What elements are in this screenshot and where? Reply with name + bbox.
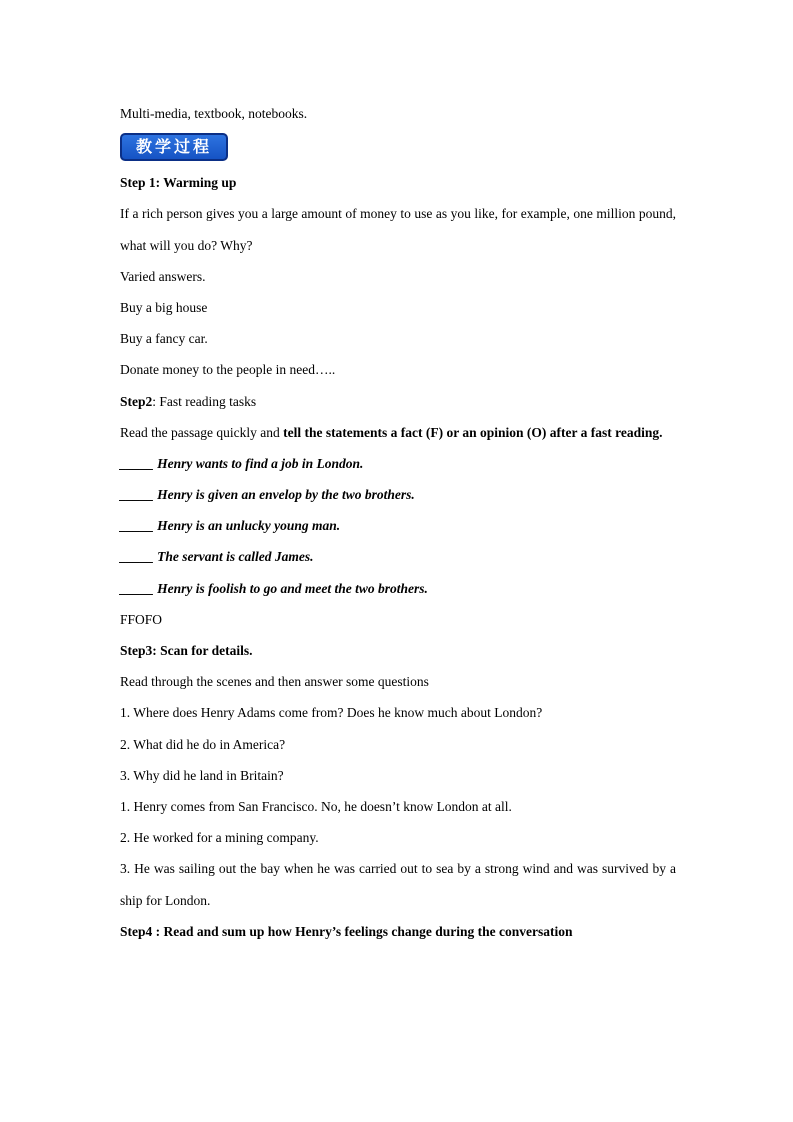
statement-text: Henry is an unlucky young man. xyxy=(157,518,341,534)
step1-answer-1: Varied answers. xyxy=(120,268,206,284)
step1-answer-2: Buy a big house xyxy=(120,299,208,315)
step3-answer-3: 3. He was sailing out the bay when he was carried out to sea by a strong wind and was survived by a ship for London. xyxy=(120,861,676,908)
step3-question-1: 1. Where does Henry Adams come from? Does he know much about London? xyxy=(120,705,543,721)
answer-blank: _____ xyxy=(120,580,154,596)
step2-title xyxy=(120,386,676,417)
statement-row xyxy=(120,479,676,510)
step3-question-3: 3. Why did he land in Britain? xyxy=(120,767,284,783)
step2-instruction-plain: Read the passage quickly and xyxy=(120,424,284,440)
answer-blank: _____ xyxy=(120,455,154,471)
step2-instruction-bold: tell the statements a fact (F) or an opinion (O) after a fast reading. xyxy=(283,424,663,440)
step2-instruction xyxy=(120,417,676,448)
step1-answer-3: Buy a fancy car. xyxy=(120,331,208,347)
statement-row xyxy=(120,541,676,572)
statement-text: The servant is called James. xyxy=(157,549,314,565)
answer-blank: _____ xyxy=(120,487,154,503)
answer-blank: _____ xyxy=(120,549,154,565)
statement-row xyxy=(120,448,676,479)
step3-answer-1: 1. Henry comes from San Francisco. No, he doesn’t know London at all. xyxy=(120,798,512,814)
step4-title: Step4 : Read and sum up how Henry’s feelings change during the conversation xyxy=(120,923,573,939)
statement-text: Henry is foolish to go and meet the two brothers. xyxy=(157,580,428,596)
statement-row xyxy=(120,510,676,541)
step3-answer-2: 2. He worked for a mining company. xyxy=(120,830,319,846)
step1-title: Step 1: Warming up xyxy=(120,175,237,191)
section-label-teaching-process: 教学过程 xyxy=(120,133,228,161)
step2-title-rest: : Fast reading tasks xyxy=(152,393,257,409)
step2-answer-key: FFOFO xyxy=(120,611,163,627)
step2-title-bold: Step2 xyxy=(120,393,153,409)
step3-title: Step3: Scan for details. xyxy=(120,643,253,659)
step1-question: If a rich person gives you a large amount of money to use as you like, for example, one million pound, what will you do? Why? xyxy=(120,206,676,253)
statement-text: Henry is given an envelop by the two brothers. xyxy=(157,487,415,503)
statement-row xyxy=(120,573,676,604)
answer-blank: _____ xyxy=(120,518,154,534)
step3-question-2: 2. What did he do in America? xyxy=(120,736,286,752)
statement-text: Henry wants to find a job in London. xyxy=(157,455,364,471)
step3-instruction: Read through the scenes and then answer some questions xyxy=(120,674,429,690)
section-label-row xyxy=(120,129,676,167)
document-page xyxy=(120,98,676,947)
materials-line: Multi-media, textbook, notebooks. xyxy=(120,106,308,121)
step1-answer-4: Donate money to the people in need….. xyxy=(120,362,336,378)
